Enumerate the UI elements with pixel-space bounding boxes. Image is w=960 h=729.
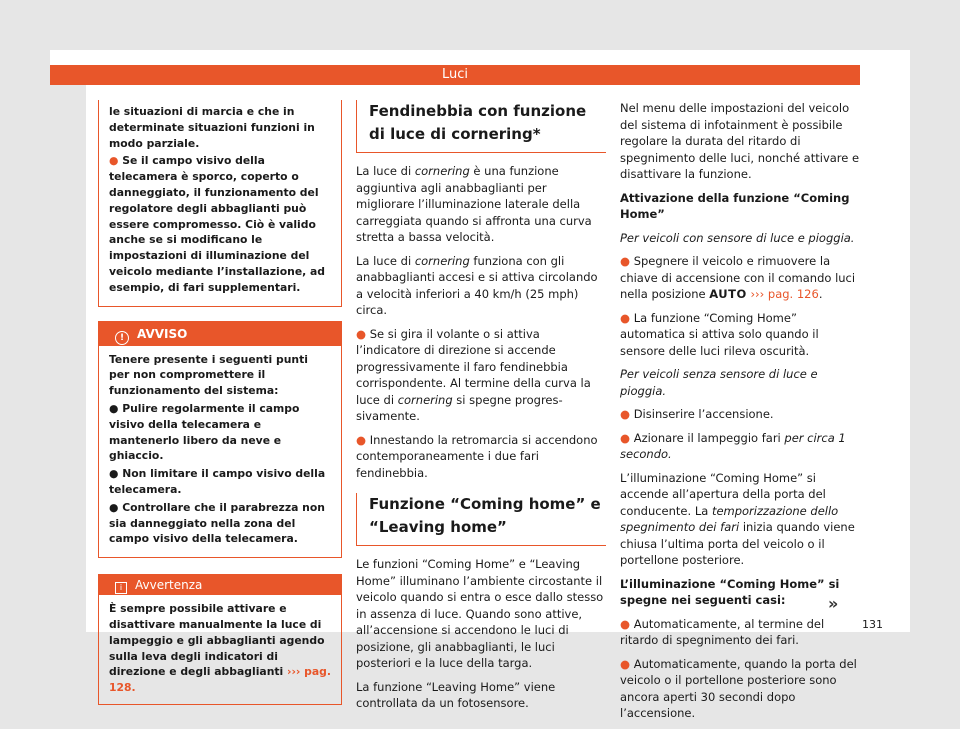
- warning-icon: !: [115, 331, 129, 345]
- info-icon: i: [115, 582, 127, 594]
- section-heading: Fendinebbia con funzione di luce di cornering*: [356, 100, 606, 153]
- note-text: È sempre possibile attivare e disattivare manualmente la luce di lampeggio e gli abbaglianti agendo sulla leva degli indicatori di direzione e degli abbaglianti ››› pag. 128.: [109, 602, 331, 695]
- section-title: Luci: [441, 67, 468, 82]
- bullet-icon: ●: [620, 656, 634, 671]
- bullet-paragraph: ● Azionare il lampeggio fari per circa 1 secondo.: [620, 430, 846, 461]
- continued-warning-box: [98, 100, 342, 307]
- bullet-icon: ●: [356, 326, 370, 341]
- bullet-icon: ●: [356, 432, 370, 447]
- subheading: L’illuminazione “Coming Home” si spegne nei seguenti casi:: [620, 576, 840, 607]
- bullet-icon: ●: [620, 254, 634, 268]
- note-box: [98, 574, 342, 705]
- note-body: [99, 595, 341, 704]
- subheading: Attivazione della funzione “Coming Home”: [620, 190, 850, 221]
- continue-marker: »: [828, 594, 839, 613]
- bullet-paragraph: ● Se si gira il volante o si attiva l’indicatore di direzione si accende progressivamente il faro fendinebbia corrispondente. Al termine della curva la luce di cornering si spegne progressivamente.: [356, 326, 591, 423]
- bullet-icon: ●: [620, 430, 634, 445]
- bullet-icon: ●: [620, 407, 634, 421]
- column-right: [620, 100, 860, 729]
- bullet-paragraph: ● Spegnere il veicolo e rimuovere la chiave di accensione con il comando luci nella posizione AUTO ››› pag. 126.: [620, 254, 856, 301]
- warning-header: [99, 322, 341, 346]
- warning-title: AVVISO: [137, 326, 188, 341]
- page-reference-link[interactable]: ››› pag. 128.: [109, 665, 331, 695]
- italic-note: Per veicoli senza sensore di luce e pioggia.: [620, 367, 818, 398]
- bullet-paragraph: ● Automaticamente, al termine del ritardo di spegnimento dei fari.: [620, 616, 825, 647]
- paragraph: Le funzioni “Coming Home” e “Leaving Home” illuminano l’ambiente circostante il veicolo quando si entra o esce dallo stesso in assenza di luce. Quando sono attive, all’accensione si accendono le luci di posizione, gli anabbaglianti, le luci posteriori e la luce della targa.: [356, 557, 604, 670]
- paragraph: le situazioni di marcia e che in determinate situazioni funzioni in modo parziale.: [109, 105, 315, 150]
- bullet-paragraph: ● Disinserire l’accensione.: [620, 407, 774, 421]
- paragraph: Nel menu delle impostazioni del veicolo del sistema di infotainment è possibile regolare la durata del ritardo di spegnimento delle luci, nonché attivare e disattivare la funzione.: [620, 101, 860, 181]
- page-reference-link[interactable]: ››› pag. 126: [750, 287, 819, 301]
- column-middle: [356, 100, 606, 719]
- note-title: Avvertenza: [135, 578, 203, 593]
- page-number: 131: [862, 618, 883, 631]
- paragraph: La funzione “Leaving Home” viene controllata da un fotosensore.: [356, 679, 556, 710]
- column-left: [98, 100, 342, 705]
- bullet-paragraph: ● Automaticamente, quando la porta del veicolo o il portellone posteriore sono ancora aperti 30 secondi dopo l’accensione.: [620, 656, 857, 720]
- warning-item: ● Non limitare il campo visivo della telecamera.: [109, 467, 326, 496]
- paragraph: L’illuminazione “Coming Home” si accende all’apertura della porta del conducente. La temporizzazione dello spegnimento dei fari inizia quando viene chiusa l’ultima porta del veicolo o il portellone posteriore.: [620, 470, 855, 567]
- warning-body: [99, 346, 341, 558]
- note-header: [99, 575, 341, 595]
- warning-item: ● Controllare che il parabrezza non sia danneggiato nella zona del campo visivo della telecamera.: [109, 500, 325, 546]
- page-margin-left: [50, 76, 86, 632]
- paragraph: La luce di cornering funziona con gli anabbaglianti accesi e si attiva circolando a velocità inferiori a 40 km/h (25 mph) circa.: [356, 253, 598, 317]
- bullet-icon: ●: [620, 616, 634, 631]
- bullet-paragraph: ● La funzione “Coming Home” automatica si attiva solo quando il sensore delle luci rileva oscurità.: [620, 310, 819, 358]
- bullet-icon: ●: [109, 154, 123, 168]
- bullet-icon: ●: [620, 310, 634, 325]
- bullet-paragraph: ● Se il campo visivo della telecamera è sporco, coperto o danneggiato, il funzionamento del regolatore degli abbaglianti può essere compromesso. Ciò è valido anche se si modificano le impostazioni di illuminazione del veicolo mediante l’installazione, ad esempio, di fari supplementari.: [109, 154, 326, 294]
- warning-box: [98, 321, 342, 559]
- auto-switch-icon: AUTO: [709, 287, 747, 301]
- warning-item: ● Pulire regolarmente il campo visivo della telecamera e mantenerlo libero da neve e ghiaccio.: [109, 401, 300, 463]
- warning-intro: Tenere presente i seguenti punti per non compromettere il funzionamento del sistema:: [109, 352, 308, 398]
- section-heading: Funzione “Coming home” e “Leaving home”: [356, 493, 606, 546]
- section-header: [50, 65, 860, 85]
- italic-note: Per veicoli con sensore di luce e pioggia.: [620, 230, 855, 245]
- bullet-paragraph: ● Innestando la retromarcia si accendono contemporaneamente i due fari fendinebbia.: [356, 432, 598, 480]
- paragraph: La luce di cornering è una funzione aggiuntiva agli anabbaglianti per migliorare l’illuminazione laterale della carreggiata quando si affronta una curva stretta a bassa velocità.: [356, 164, 592, 244]
